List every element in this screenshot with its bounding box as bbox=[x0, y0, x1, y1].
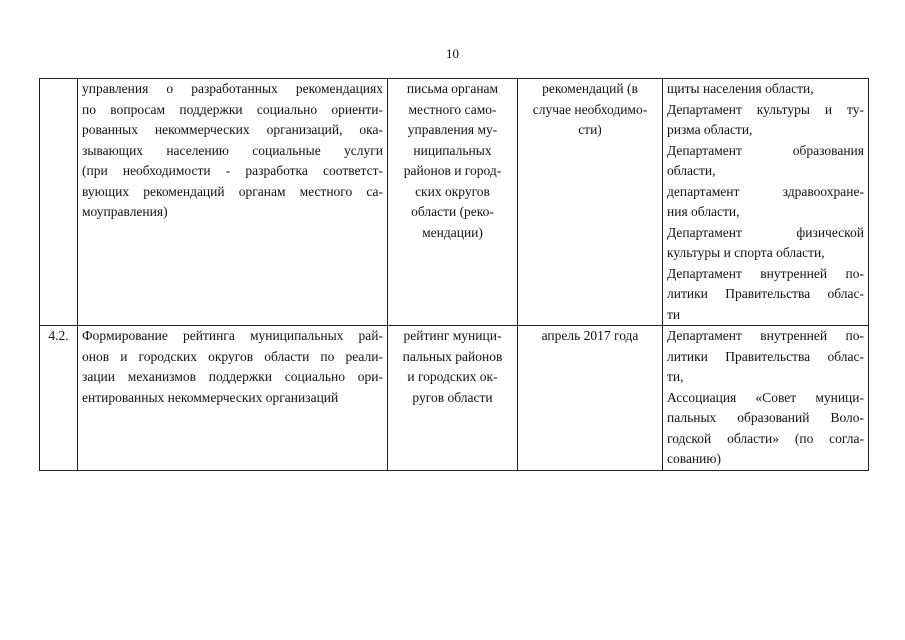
responsible-line: ти, bbox=[667, 369, 684, 384]
responsible-line: ния области, bbox=[667, 204, 740, 219]
form-line: ругов области bbox=[412, 389, 493, 405]
description-line: моуправления) bbox=[82, 204, 168, 219]
form-line: области (реко- bbox=[411, 204, 494, 219]
item-number-cell bbox=[40, 326, 78, 471]
form-line: ниципальных bbox=[413, 142, 492, 158]
responsible-line: ти bbox=[667, 306, 681, 322]
description-line: ентированных некоммерческих организаций bbox=[82, 389, 339, 405]
responsible-line: Ассоциация «Совет муници- bbox=[667, 389, 864, 405]
plan-table bbox=[39, 78, 869, 471]
responsible-line: Департамент образования bbox=[667, 142, 864, 158]
table-row bbox=[40, 326, 869, 471]
form-line: районов и город- bbox=[403, 163, 502, 178]
item-number: 4.2. bbox=[48, 328, 69, 343]
description-line: зации механизмов поддержки социально ори- bbox=[82, 369, 383, 384]
form-line: письма органам bbox=[406, 81, 499, 96]
deadline-cell bbox=[518, 79, 663, 326]
description-line: Формирование рейтинга муниципальных рай- bbox=[82, 328, 383, 343]
responsible-line: Департамент внутренней по- bbox=[667, 265, 864, 281]
responsible-line: культуры и спорта области, bbox=[667, 245, 825, 260]
page-number: 10 bbox=[446, 46, 459, 61]
responsible-line: Департамент физической bbox=[667, 224, 864, 240]
responsible-line: литики Правительства облас- bbox=[667, 348, 864, 364]
description-line: (при необходимости - разработка соответст- bbox=[82, 163, 383, 178]
responsible-line: сованию) bbox=[667, 451, 721, 466]
form-line: ских округов bbox=[415, 183, 490, 199]
form-line: управления му- bbox=[407, 122, 498, 137]
deadline-line: случае необходимо- bbox=[532, 101, 648, 117]
responsible-line: Департамент культуры и ту- bbox=[667, 101, 864, 117]
responsible-line: щиты населения области, bbox=[667, 81, 814, 96]
plan-table-body bbox=[40, 79, 869, 471]
description-line: вующих рекомендаций органам местного са- bbox=[82, 183, 383, 199]
responsible-line: литики Правительства облас- bbox=[667, 286, 864, 301]
description-line: онов и городских округов области по реали- bbox=[82, 348, 383, 364]
deadline-line: рекомендаций (в bbox=[542, 81, 638, 96]
responsible-line: ризма области, bbox=[667, 122, 753, 137]
table-row bbox=[40, 79, 869, 326]
deadline-line: апрель 2017 года bbox=[541, 328, 639, 343]
responsible-line: пальных образований Воло- bbox=[667, 410, 864, 425]
responsible-line: области, bbox=[667, 163, 716, 178]
description-line: по вопросам поддержки социально ориенти- bbox=[82, 101, 383, 117]
item-number-cell bbox=[40, 79, 78, 326]
deadline-line: сти) bbox=[578, 122, 602, 137]
form-line: рейтинг муници- bbox=[403, 328, 502, 343]
responsible-cell bbox=[663, 79, 869, 326]
responsible-line: департамент здравоохране- bbox=[667, 183, 864, 199]
description-line: рованных некоммерческих организаций, ока- bbox=[82, 122, 383, 137]
measure-description-cell bbox=[78, 326, 388, 471]
completion-form-cell bbox=[388, 326, 518, 471]
responsible-line: годской области» (по согла- bbox=[667, 430, 864, 446]
form-line: и городских ок- bbox=[407, 369, 498, 384]
responsible-cell bbox=[663, 326, 869, 471]
deadline-cell bbox=[518, 326, 663, 471]
measure-description-cell bbox=[78, 79, 388, 326]
form-line: пальных районов bbox=[402, 348, 503, 364]
description-line: зывающих населению социальные услуги bbox=[82, 142, 383, 158]
responsible-line: Департамент внутренней по- bbox=[667, 328, 864, 343]
description-line: управления о разработанных рекомендациях bbox=[82, 81, 383, 96]
form-line: местного само- bbox=[408, 101, 497, 117]
form-line: мендации) bbox=[422, 224, 483, 240]
completion-form-cell bbox=[388, 79, 518, 326]
